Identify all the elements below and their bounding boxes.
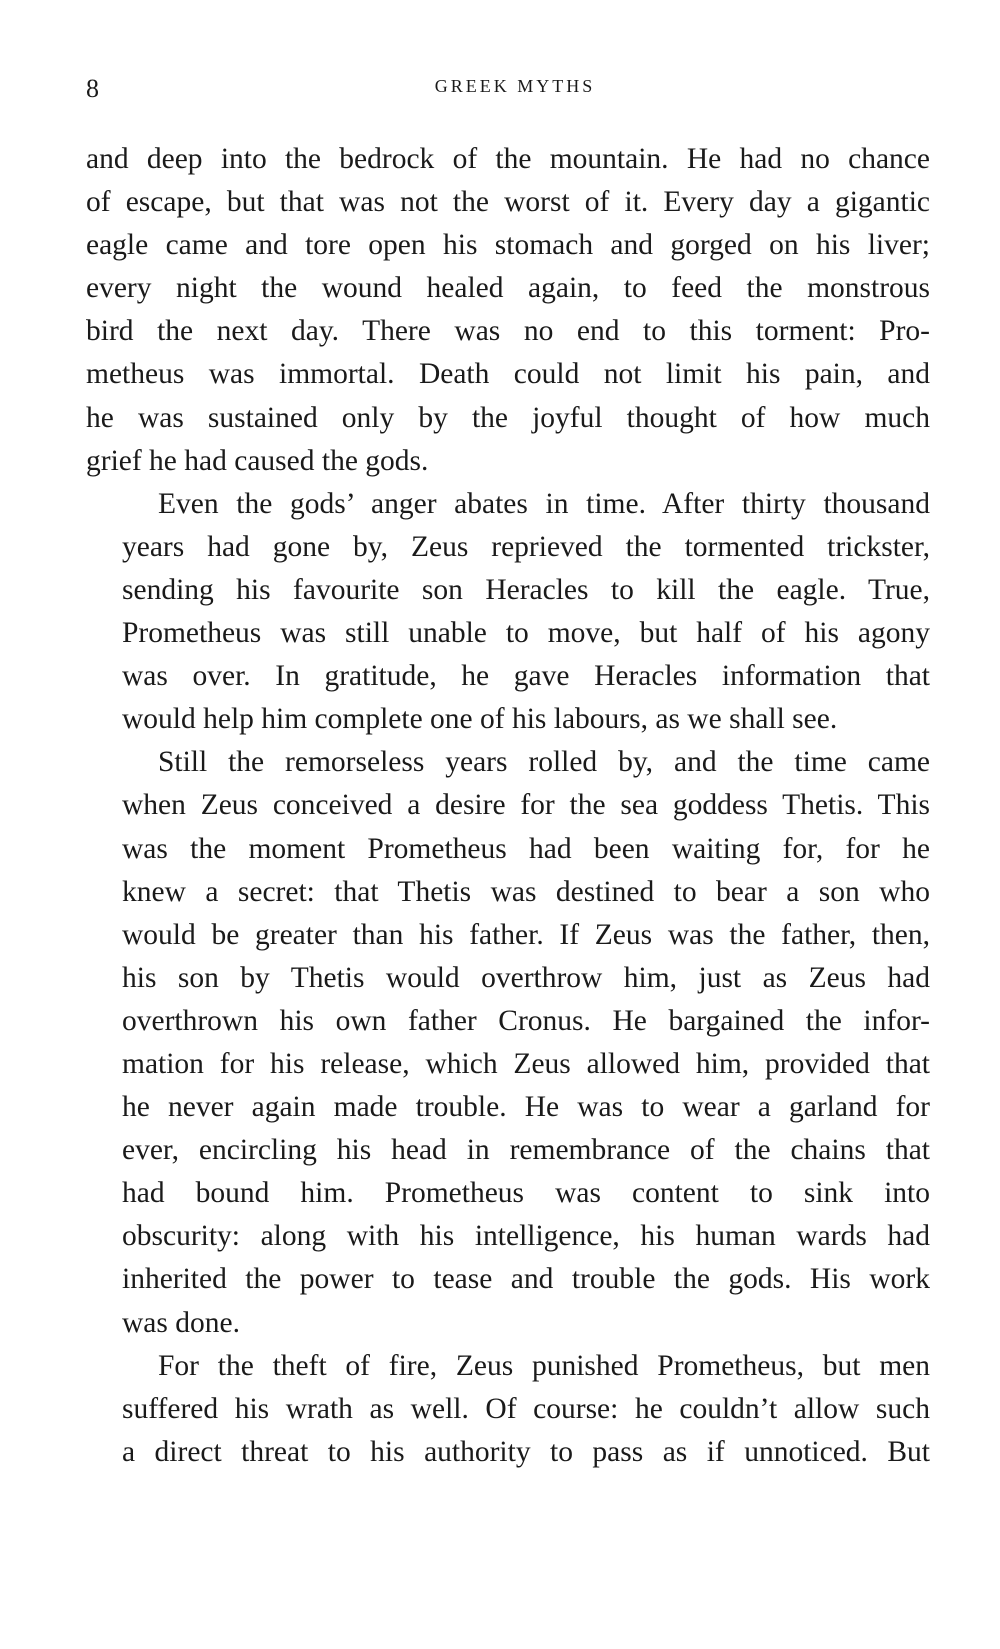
text-line: Even the gods’ anger abates in time. After thirty thousand <box>158 487 930 520</box>
text-line: overthrown his own father Cronus. He bargained the infor- <box>122 1004 930 1037</box>
text-line: Prometheus was still unable to move, but half of his agony <box>122 617 930 650</box>
text-line: would help him complete one of his labours, as we shall see. <box>122 703 838 736</box>
text-line: ever, encircling his head in remembrance of the chains that <box>122 1134 930 1167</box>
page-number: 8 <box>86 74 99 103</box>
text-line: For the theft of fire, Zeus punished Prometheus, but men <box>158 1349 930 1382</box>
text-line: suffered his wrath as well. Of course: he couldn’t allow such <box>122 1392 930 1425</box>
paragraph-3 <box>86 741 930 1344</box>
text-line: and deep into the bedrock of the mountain. He had no chance <box>86 143 930 175</box>
paragraph-1 <box>86 138 930 483</box>
text-line: metheus was immortal. Death could not limit his pain, and <box>86 358 930 391</box>
text-line: knew a secret: that Thetis was destined to bear a son who <box>122 875 930 908</box>
text-line: he was sustained only by the joyful thought of how much <box>86 401 930 434</box>
running-title: GREEK MYTHS <box>434 76 596 96</box>
text-line: mation for his release, which Zeus allowed him, provided that <box>122 1047 930 1080</box>
text-line: obscurity: along with his intelligence, his human wards had <box>122 1220 930 1253</box>
body-text <box>86 138 930 1474</box>
text-line: grief he had caused the gods. <box>86 444 429 477</box>
text-line: he never again made trouble. He was to wear a garland for <box>122 1091 930 1124</box>
text-line: was over. In gratitude, he gave Heracles information that <box>122 660 930 693</box>
text-line: would be greater than his father. If Zeus was the father, then, <box>122 918 930 951</box>
paragraph-4 <box>86 1345 930 1474</box>
text-line: eagle came and tore open his stomach and gorged on his liver; <box>86 229 930 262</box>
text-line: of escape, but that was not the worst of it. Every day a gigantic <box>86 186 930 219</box>
text-line: had bound him. Prometheus was content to sink into <box>122 1177 930 1210</box>
text-line: Still the remorseless years rolled by, and the time came <box>158 746 930 779</box>
text-line: his son by Thetis would overthrow him, just as Zeus had <box>122 961 930 994</box>
text-line: inherited the power to tease and trouble the gods. His work <box>122 1263 930 1296</box>
text-line: a direct threat to his authority to pass as if unnoticed. But <box>122 1435 930 1468</box>
text-line: every night the wound healed again, to feed the monstrous <box>86 272 930 305</box>
text-line: when Zeus conceived a desire for the sea goddess Thetis. This <box>122 789 930 822</box>
running-head <box>86 72 930 102</box>
text-line: sending his favourite son Heracles to kill the eagle. True, <box>122 573 930 606</box>
text-line: bird the next day. There was no end to this torment: Pro- <box>86 315 930 348</box>
paragraph-2 <box>86 483 930 742</box>
text-line: was done. <box>122 1306 240 1339</box>
text-line: years had gone by, Zeus reprieved the tormented trickster, <box>122 530 930 563</box>
text-line: was the moment Prometheus had been waiting for, for he <box>122 832 930 865</box>
